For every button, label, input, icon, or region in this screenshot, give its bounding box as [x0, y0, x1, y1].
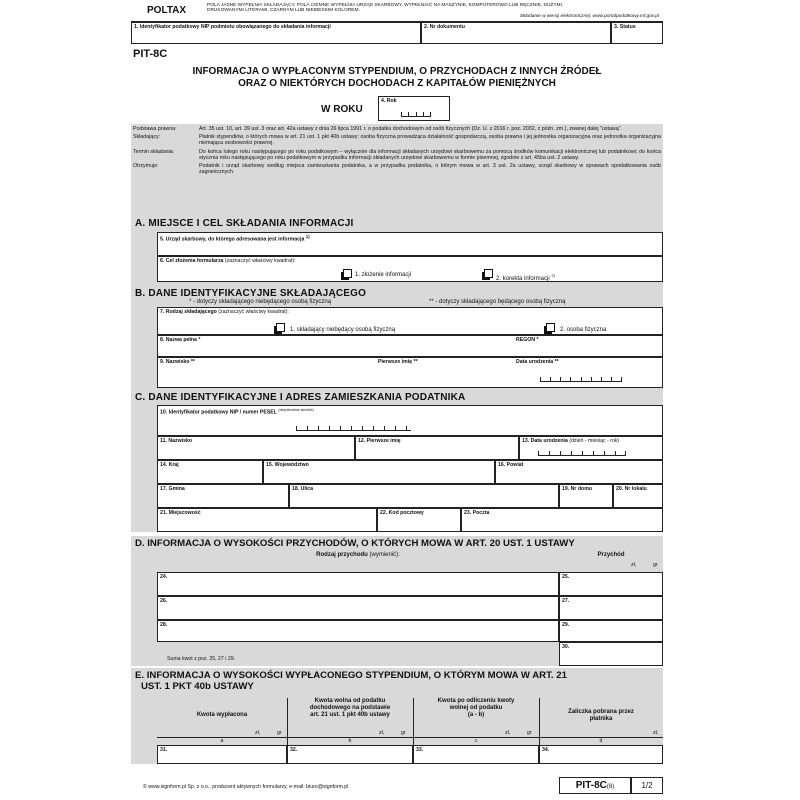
apartment-number-field[interactable]	[613, 484, 663, 508]
field-label: 5. Urząd skarbowy, do którego adresowana jest informacja	[160, 236, 305, 243]
taxpayer-surname-field[interactable]	[157, 436, 355, 460]
full-name-field[interactable]	[157, 335, 663, 357]
section-e-title: E. INFORMACJA O WYSOKOŚCI WYPŁACONEGO STYPENDIUM, O KTÓRYM MOWA W ART. 21 UST. 1 PKT 40b USTAWY	[135, 670, 567, 692]
year-label: W ROKU	[321, 104, 363, 115]
option-label: 1. składający niebędący osobą fizyczną	[290, 327, 396, 333]
field-label: 21. Miejscowość	[160, 510, 201, 516]
fill-instructions	[207, 3, 657, 14]
colA-header: Kwota wypłacona	[196, 712, 248, 718]
year-field[interactable]	[378, 96, 450, 121]
title-line: ORAZ O NIEKTÓRYCH DOCHODACH Z KAPITAŁÓW PIENIĘŻNYCH	[238, 78, 556, 89]
form-page: POLTAX POLA JASNE WYPEŁNIA SKŁADAJĄCY, POLA CIEMNE WYPEŁNIA URZĄD SKARBOWY. WYPEŁNIAĆ NA MASZYNIE, KOMPUTEROWO LUB RĘCZNIE, DUŻYMI, DRUKOWANYMI LITERAMI, CZARNYM LUB NIEBIESKIM KOLOREM. Składanie w wersji elektronicznej: www.portalpodatkowy.mf.gov.pl 1. Identyfikator podatkowy NIP podmiotu obowiązanego do składania informacji 2. Nr dokumentu 3. Status PIT-8C INFORMACJA O WYPŁACONYM STYPENDIUM, O PRZYCHODACH Z INNYCH ŹRÓDEŁ ORAZ O NIEKTÓRYCH DOCHODACH Z KAPITAŁÓW PIENIĘŻNYCH W ROKU 4. Rok Podstawa prawna: Art. 35 ust. 10, art. 39 ust. 3 oraz art. 42a ustawy z dnia 26 lipca 1991 r. o podatku dochodowym od osób fizycznych (Dz. U. z 2016 r. poz. 2032, z późn. zm.), zwanej dalej "ustawą". Składający: Płatnik stypendiów, o których mowa w art. 21 ust. 1 pkt 40b ustawy; osoba fizyczna prowadząca działalność gospodarczą, osoba prawna i jej jednostka organizacyjna oraz jednostka organizacyjna niemająca osobowości prawnej. Termin składania: Do końca lutego roku następującego po roku podatkowym – wyłącznie dla informacji składanych urzędowi skarbowemu za pomocą środków komunikacji elektronicznej lub podatnikowi; do końca stycznia roku następującego po roku podatkowym w przypadku informacji składanych urzędowi skarbowemu w formie pisemnej, zgodnie z art. 45ba ust. 2 ustawy. Otrzymuje: Podatnik i urząd skarbowy według miejsca zamieszkania podatnika, a w przypadku podatnika, o którym mowa w art. 3 ust. 2a ustawy, urząd skarbowy w sprawach opodatkowania osób zagranicznych. A. MIEJSCE I CEL SKŁADANIA INFORMACJI 5. Urząd skarbowy, do którego adresowana jest informacja $^{1)}$ 6. Cel złożenia formularza (zaznaczyć właściwy kwadrat): 1. złożenie informacji 2. korekta informacji $^{2)}$ B. DANE IDENTYFIKACYJNE SKŁADAJĄCEGO * - dotyczy składającego niebędącego osobą fizyczną ** - dotyczy składającego będącego osobą fizyczną 7. Rodzaj składającego (zaznaczyć właściwy kwadrat): 1. składający niebędący osobą fizyczną 2. osoba fizyczna 8. Nazwa pełna * REGON * 9. Nazwisko ** Pierwsze imię ** Data urodzenia ** C. DANE IDENTYFIKACYJNE I ADRES ZAMIESZKANIA PODATNIKA 10. Identyfikator podatkowy NIP / numer PESEL $^{(niepotrzebne skreślić)}$ 11. Nazwisko 12. Pierwsze imię 13. Data urodzenia (dzień - miesiąc - rok) 14. Kraj 15. Województwo 16. Powiat 17. Gmina 18. Ulica 19. Nr domu 20. Nr lokalu 21. Miejscowość 22. Kod pocztowy 23. Poczta D. INFORMACJA O WYSOKOŚCI PRZYCHODÓW, O KTÓRYCH MOWA W ART. 20 UST. 1 USTAWY Rodzaj przychodu (wymienić): Przychód zł, gr 24. 25. 26. 27. 28. 29. Suma kwot z poz. 25, 27 i 29. 30. E. INFORMACJA O WYSOKOŚCI WYPŁACONEGO STYPENDIUM, O KTÓRYM MOWA W ART. 21 UST. 1 PKT 40b USTAWY Kwota wypłacona Kwota wolna od podatku dochodowego na podstawie art. 21 ust. 1 pkt 40b ustawy Kwota po odliczeniu kwoty wolnej od podatku (a - b) Zaliczka pobrana przez płatnika zł, gr zł, gr zł, gr zł, a b c d 31. 32. 33. 34. © www.signform.pl Sp. z o.o., producent aktywnych formularzy, e-mail: biuro@signform.pl PIT-8C(8) 1/2	[131, 0, 663, 800]
purpose-field: 6. Cel złożenia formularza (zaznaczyć właściwy kwadrat): 1. złożenie informacji 2. korekta informacji $^{2)}$	[157, 256, 663, 282]
checkbox-correction[interactable]	[484, 269, 493, 278]
notice-line: DRUKOWANYMI LITERAMI, CZARNYM LUB NIEBIESKIM KOLOREM.	[207, 8, 360, 14]
status-field	[611, 22, 663, 44]
tax-office-field[interactable]: 5. Urząd skarbowy, do którego adresowana jest informacja $^{1)}$	[157, 232, 663, 256]
field-label: 9. Nazwisko **	[160, 359, 195, 365]
colD-header: Zaliczka pobrana przez płatnika	[568, 709, 634, 722]
income-sum-30[interactable]: 30.	[559, 642, 663, 666]
info-row: Podstawa prawna: Art. 35 ust. 10, art. 39 ust. 3 oraz art. 42a ustawy z dnia 26 lipca 1991 r. o podatku dochodowym od osób fizycznych (Dz. U. z 2016 r. poz. 2032, z późn. zm.), zwanej dalej "ustawą".	[133, 126, 623, 132]
field-label: 23. Poczta	[464, 510, 490, 516]
note-legal-entity: * - dotyczy składającego niebędącego osobą fizyczną	[189, 299, 332, 305]
option-label: 1. złożenie informacji	[355, 272, 412, 278]
info-row: Składający: Płatnik stypendiów, o których mowa w art. 21 ust. 1 pkt 40b ustawy; osoba fizyczna prowadząca działalność gospodarczą, osoba prawna i jej jednostka organizacyjna oraz jednostka organizacyjna niemająca osobowości prawnej.	[133, 134, 661, 147]
field-label: 20. Nr lokalu	[616, 486, 647, 492]
note-natural-person: ** - dotyczy składającego będącego osobą fizyczną	[429, 299, 566, 305]
field-label: 3. Status	[614, 24, 636, 30]
notice-line: POLA JASNE WYPEŁNIA SKŁADAJĄCY, POLA CIEMNE WYPEŁNIA URZĄD SKARBOWY. WYPEŁNIAĆ NA MASZYNIE, KOMPUTEROWO LUB RĘCZNIE, DUŻYMI,	[207, 3, 564, 8]
income-type-28[interactable]: 28.	[157, 620, 559, 642]
section-b-title: B. DANE IDENTYFIKACYJNE SKŁADAJĄCEGO	[135, 288, 367, 299]
field-label: 13. Data urodzenia	[522, 438, 568, 444]
submitter-type-field: 7. Rodzaj składającego (zaznaczyć właściwy kwadrat): 1. składający niebędący osobą fizyczną 2. osoba fizyczna	[157, 307, 663, 335]
field-label: 17. Gmina	[160, 486, 185, 492]
taxpayer-first-name-field[interactable]	[355, 436, 519, 460]
electronic-notice: Składanie w wersji elektronicznej: www.portalpodatkowy.mf.gov.pl	[519, 14, 659, 19]
surname-field[interactable]	[157, 357, 663, 388]
street-field[interactable]	[289, 484, 559, 508]
voivodeship-field[interactable]	[263, 460, 495, 484]
brand-label: POLTAX	[147, 5, 187, 16]
field-label: 8. Nazwa pełna *	[160, 337, 201, 343]
field-label: 18. Ulica	[292, 486, 314, 492]
field-label: 1. Identyfikator podatkowy NIP podmiotu obowiązanego do składania informacji	[134, 24, 331, 30]
option-label: 2. korekta informacji	[496, 276, 550, 282]
regon-label: REGON *	[516, 337, 539, 343]
income-type-24[interactable]: 24.	[157, 572, 559, 596]
checkbox-submission[interactable]	[343, 269, 352, 278]
field-label: 14. Kraj	[160, 462, 179, 468]
post-office-field[interactable]	[461, 508, 663, 532]
field-label: 2. Nr dokumentu	[424, 24, 465, 30]
footer-page-number: 1/2	[631, 777, 663, 794]
footer-form-code: PIT-8C(8)	[559, 777, 631, 794]
form-code: PIT-8C	[133, 48, 168, 60]
city-field[interactable]	[157, 508, 377, 532]
section-d-title: D. INFORMACJA O WYSOKOŚCI PRZYCHODÓW, O KTÓRYCH MOWA W ART. 20 UST. 1 USTAWY	[135, 538, 575, 549]
section-a-title: A. MIEJSCE I CEL SKŁADANIA INFORMACJI	[135, 218, 354, 229]
income-type-26[interactable]: 26.	[157, 596, 559, 620]
field-label: 11. Nazwisko	[160, 438, 193, 444]
amount-paid-31[interactable]: 31.	[157, 745, 287, 764]
checkbox-legal-entity[interactable]	[276, 323, 285, 332]
nip-issuer-field[interactable]	[131, 22, 421, 44]
title-line: INFORMACJA O WYPŁACONYM STYPENDIUM, O PRZYCHODACH Z INNYCH ŹRÓDEŁ	[192, 66, 602, 77]
info-list	[133, 126, 661, 175]
option-label: 2. osoba fizyczna	[560, 327, 607, 333]
amount-after-deduction-33[interactable]: 33.	[413, 745, 539, 764]
field-label: 7. Rodzaj składającego	[160, 309, 217, 315]
checkbox-natural-person[interactable]	[546, 323, 555, 332]
sum-label: Suma kwot z poz. 25, 27 i 29.	[167, 656, 236, 662]
field-label: 19. Nr domu	[562, 486, 592, 492]
info-row: Otrzymuje: Podatnik i urząd skarbowy według miejsca zamieszkania podatnika, a w przypadku podatnika, o którym mowa w art. 3 ust. 2a ustawy, urząd skarbowy w sprawach opodatkowania osób zagranicznych.	[133, 163, 661, 176]
country-field[interactable]	[157, 460, 263, 484]
field-label: 10. Identyfikator podatkowy NIP / numer PESEL	[160, 409, 277, 416]
colB-header: Kwota wolna od podatku dochodowego na podstawie art. 21 ust. 1 pkt 40b ustawy	[309, 698, 391, 718]
footer-copyright: © www.signform.pl Sp. z o.o., producent aktywnych formularzy, e-mail: biuro@signform.pl	[143, 784, 349, 790]
field-label: 12. Pierwsze imię	[358, 438, 401, 444]
gr-label: gr	[653, 562, 658, 568]
county-field[interactable]	[495, 460, 663, 484]
info-row: Termin składania: Do końca lutego roku następującego po roku podatkowym – wyłącznie dla informacji składanych urzędowi skarbowemu za pomocą środków komunikacji elektronicznej lub podatnikowi; do końca stycznia roku następującego po roku podatkowym w przypadku informacji składanych urzędowi skarbowemu w formie pisemnej, zgodnie z art. 45ba ust. 2 ustawy.	[133, 148, 661, 161]
form-title	[131, 66, 663, 90]
first-name-label: Pierwsze imię **	[378, 359, 418, 365]
income-amount-25[interactable]: 25.	[559, 572, 663, 596]
income-amount-header: Przychód	[597, 552, 625, 558]
field-label: 4. Rok	[381, 98, 397, 104]
income-amount-27[interactable]: 27.	[559, 596, 663, 620]
municipality-field[interactable]	[157, 484, 289, 508]
field-label: 6. Cel złożenia formularza	[160, 258, 224, 264]
zl-label: zł,	[631, 562, 637, 568]
income-amount-29[interactable]: 29.	[559, 620, 663, 642]
income-type-header: Rodzaj przychodu (wymienić):	[316, 552, 400, 558]
document-number-field	[421, 22, 611, 44]
colC-header: Kwota po odliczeniu kwoty wolnej od podatku (a - b)	[437, 698, 515, 718]
field-label: 15. Województwo	[266, 462, 309, 468]
section-c-title: C. DANE IDENTYFIKACYJNE I ADRES ZAMIESZKANIA PODATNIKA	[135, 392, 466, 403]
field-label: 22. Kod pocztowy	[380, 510, 424, 516]
taxpayer-dob-field[interactable]: 13. Data urodzenia (dzień - miesiąc - rok)	[519, 436, 663, 460]
taxpayer-id-field[interactable]: 10. Identyfikator podatkowy NIP / numer PESEL $^{(niepotrzebne skreślić)}$	[157, 405, 663, 436]
postal-code-field[interactable]	[377, 508, 461, 532]
house-number-field[interactable]	[559, 484, 613, 508]
advance-collected-34[interactable]: 34.	[539, 745, 663, 764]
tax-free-amount-32[interactable]: 32.	[287, 745, 413, 764]
dob-label: Data urodzenia **	[516, 359, 559, 365]
field-label: 16. Powiat	[498, 462, 524, 468]
